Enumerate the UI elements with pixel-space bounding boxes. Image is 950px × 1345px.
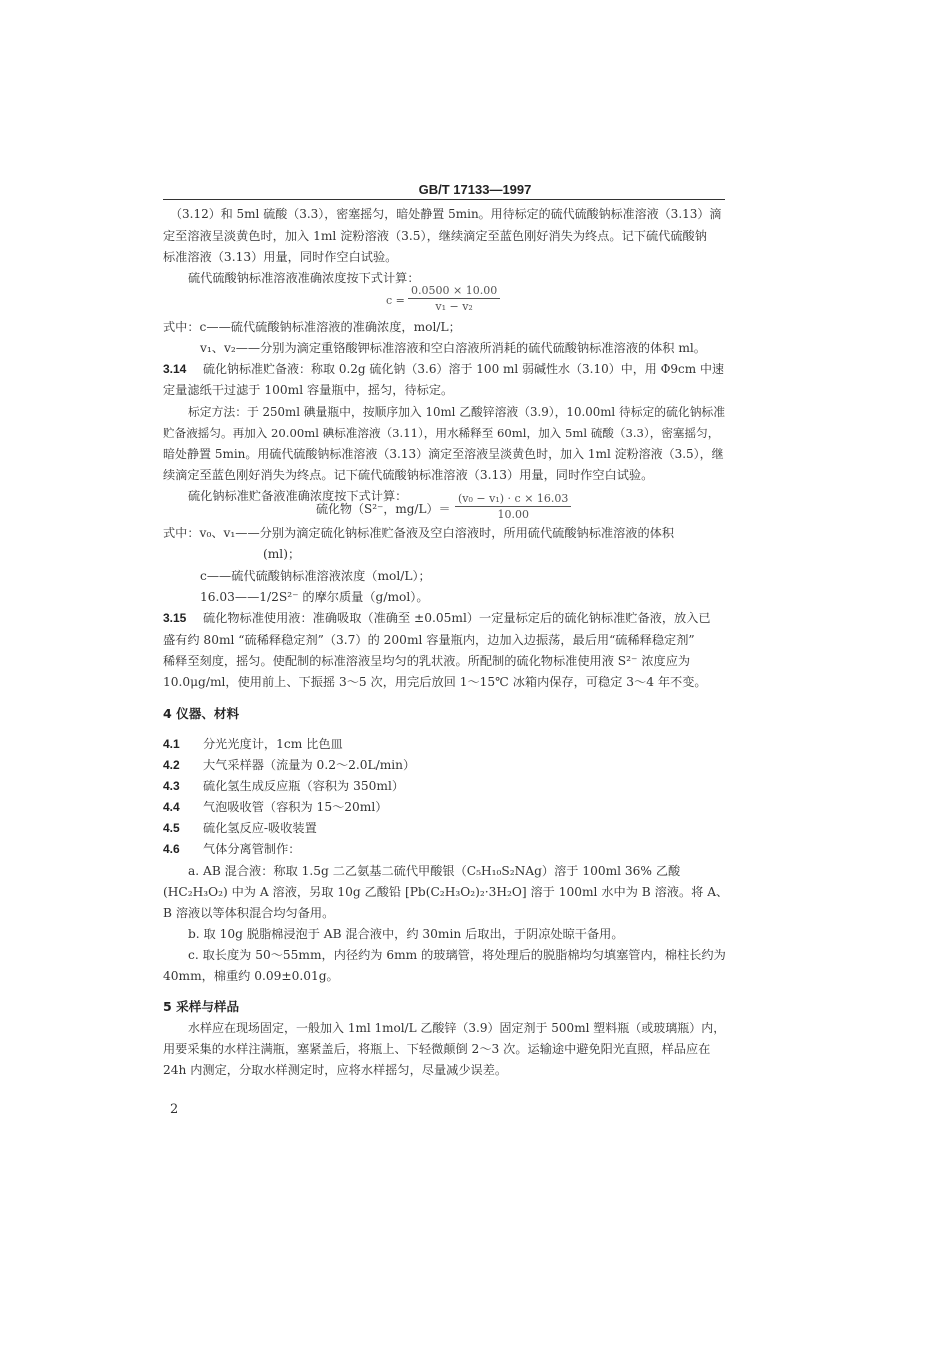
section-heading: 4 仪器、材料 xyxy=(163,706,240,721)
text-line: 式中：c——硫代硫酸钠标准溶液的准确浓度，mol/L； xyxy=(163,320,461,334)
header-rule xyxy=(163,199,725,200)
text-line: 10.0μg/ml，使用前上、下振摇 3～5 次，用完后放回 1～15℃ 冰箱内保存，可稳定 3～4 年不变。 xyxy=(163,675,707,689)
text-line: 贮备液摇匀。再加入 20.00ml 碘标准溶液（3.11），用水稀释至 60ml，加入 5ml 硫酸（3.3），密塞摇匀， xyxy=(163,426,720,440)
text-line: 硫代硫酸钠标准溶液准确浓度按下式计算： xyxy=(188,271,420,285)
text-line: 硫化氢反应-吸收装置 xyxy=(203,821,317,835)
text-line: 大气采样器（流量为 0.2～2.0L/min） xyxy=(203,758,416,772)
clause-number: 3.14 xyxy=(163,362,187,376)
text-line: （3.12）和 5ml 硫酸（3.3），密塞摇匀，暗处静置 5min。用待标定的硫代硫酸钠标准溶液（3.13）滴 xyxy=(170,207,722,221)
text-line: B 溶液以等体积混合均匀备用。 xyxy=(163,906,335,920)
text-line: 硫化物标准使用液：准确吸取（准确至 ±0.05ml）一定量标定后的硫化钠标准贮备液，放入已 xyxy=(203,611,711,625)
clause-number: 3.15 xyxy=(163,611,187,625)
formula1-lhs: c = xyxy=(386,294,405,307)
formula2-numerator: (v₀ − v₁) · c × 16.03 xyxy=(455,492,571,507)
text-line: 定至溶液呈淡黄色时，加入 1ml 淀粉溶液（3.5），继续滴定至蓝色刚好消失为终点。记下硫代硫酸钠 xyxy=(163,229,707,243)
clause-number: 4.1 xyxy=(163,737,180,751)
text-line: c——硫代硫酸钠标准溶液浓度（mol/L）； xyxy=(200,569,431,583)
text-line: b. 取 10g 脱脂棉浸泡于 AB 混合液中，约 30min 后取出，于阴凉处晾干备用。 xyxy=(188,927,624,941)
text-line: 气体分离管制作： xyxy=(203,842,301,856)
text-line: 稀释至刻度，摇匀。使配制的标准溶液呈均匀的乳状液。所配制的硫化物标准使用液 S²⁻ 浓度应为 xyxy=(163,654,691,668)
text-line: 标定方法：于 250ml 碘量瓶中，按顺序加入 10ml 乙酸锌溶液（3.9），10.00ml 待标定的硫化钠标准 xyxy=(188,405,726,419)
text-line: 硫化钠标准贮备液：称取 0.2g 硫化钠（3.6）溶于 100 ml 弱碱性水（3.10）中，用 Φ9cm 中速 xyxy=(203,362,724,376)
formula2-denominator: 10.00 xyxy=(497,508,529,521)
formula2-fraction xyxy=(455,492,571,521)
clause-number: 4.4 xyxy=(163,800,180,814)
formula1-fraction xyxy=(408,284,500,313)
text-line: 续滴定至蓝色刚好消失为终点。记下硫代硫酸钠标准溶液（3.13）用量，同时作空白试验。 xyxy=(163,468,654,482)
text-line: v₁、v₂——分别为滴定重铬酸钾标准溶液和空白溶液所消耗的硫代硫酸钠标准溶液的体积 ml。 xyxy=(200,341,706,355)
clause-number: 4.5 xyxy=(163,821,180,835)
text-line: 式中：v₀、v₁——分别为滴定硫化钠标准贮备液及空白溶液时，所用硫代硫酸钠标准溶液的体积 xyxy=(163,526,675,540)
text-line: 用要采集的水样注满瓶，塞紧盖后，将瓶上、下轻微颠倒 2～3 次。运输途中避免阳光直照，样品应在 xyxy=(163,1042,711,1056)
standard-header: GB/T 17133—1997 xyxy=(418,182,532,197)
text-line: (ml)； xyxy=(263,547,301,561)
text-line: (HC₂H₃O₂) 中为 A 溶液，另取 10g 乙酸铅 [Pb(C₂H₃O₂)₂·3H₂O] 溶于 100ml 水中为 B 溶液。将 A、 xyxy=(163,885,729,899)
formula1-denominator: v₁ − v₂ xyxy=(435,300,473,313)
clause-number: 4.6 xyxy=(163,842,180,856)
text-line: 水样应在现场固定，一般加入 1ml 1mol/L 乙酸锌（3.9）固定剂于 500ml 塑料瓶（或玻璃瓶）内， xyxy=(188,1021,726,1035)
text-line: 分光光度计，1cm 比色皿 xyxy=(203,737,343,751)
text-line: 硫化氢生成反应瓶（容积为 350ml） xyxy=(203,779,405,793)
section-heading: 5 采样与样品 xyxy=(163,999,240,1014)
text-line: 40mm，棉重约 0.09±0.01g。 xyxy=(163,969,339,983)
text-line: 标准溶液（3.13）用量，同时作空白试验。 xyxy=(163,250,398,264)
text-line: c. 取长度为 50～55mm，内径约为 6mm 的玻璃管，将处理后的脱脂棉均匀填塞管内，棉柱长约为 xyxy=(188,948,726,962)
page-number: 2 xyxy=(170,1102,179,1117)
text-line: 24h 内测定，分取水样测定时，应将水样摇匀，尽量减少误差。 xyxy=(163,1063,508,1077)
text-line: 暗处静置 5min。用硫代硫酸钠标准溶液（3.13）滴定至溶液呈淡黄色时，加入 1ml 淀粉溶液（3.5），继 xyxy=(163,447,724,461)
clause-number: 4.3 xyxy=(163,779,180,793)
formula2-lhs: 硫化物（S²⁻，mg/L）＝ xyxy=(316,502,451,516)
clause-number: 4.2 xyxy=(163,758,180,772)
text-line: 16.03——1/2S²⁻ 的摩尔质量（g/mol）。 xyxy=(200,590,429,604)
text-line: 硫化钠标准贮备液准确浓度按下式计算： xyxy=(188,489,408,503)
text-line: 定量滤纸干过滤于 100ml 容量瓶中，摇匀，待标定。 xyxy=(163,383,454,397)
text-line: 盛有约 80ml “硫稀释稳定剂”（3.7）的 200ml 容量瓶内，边加入边振荡，最后用“硫稀释稳定剂” xyxy=(163,633,695,647)
text-line: 气泡吸收管（容积为 15～20ml） xyxy=(203,800,388,814)
formula1-numerator: 0.0500 × 10.00 xyxy=(408,284,500,299)
text-line: a. AB 混合液：称取 1.5g 二乙氨基二硫代甲酸银（C₅H₁₀S₂NAg）溶于 100ml 36% 乙酸 xyxy=(188,864,681,878)
